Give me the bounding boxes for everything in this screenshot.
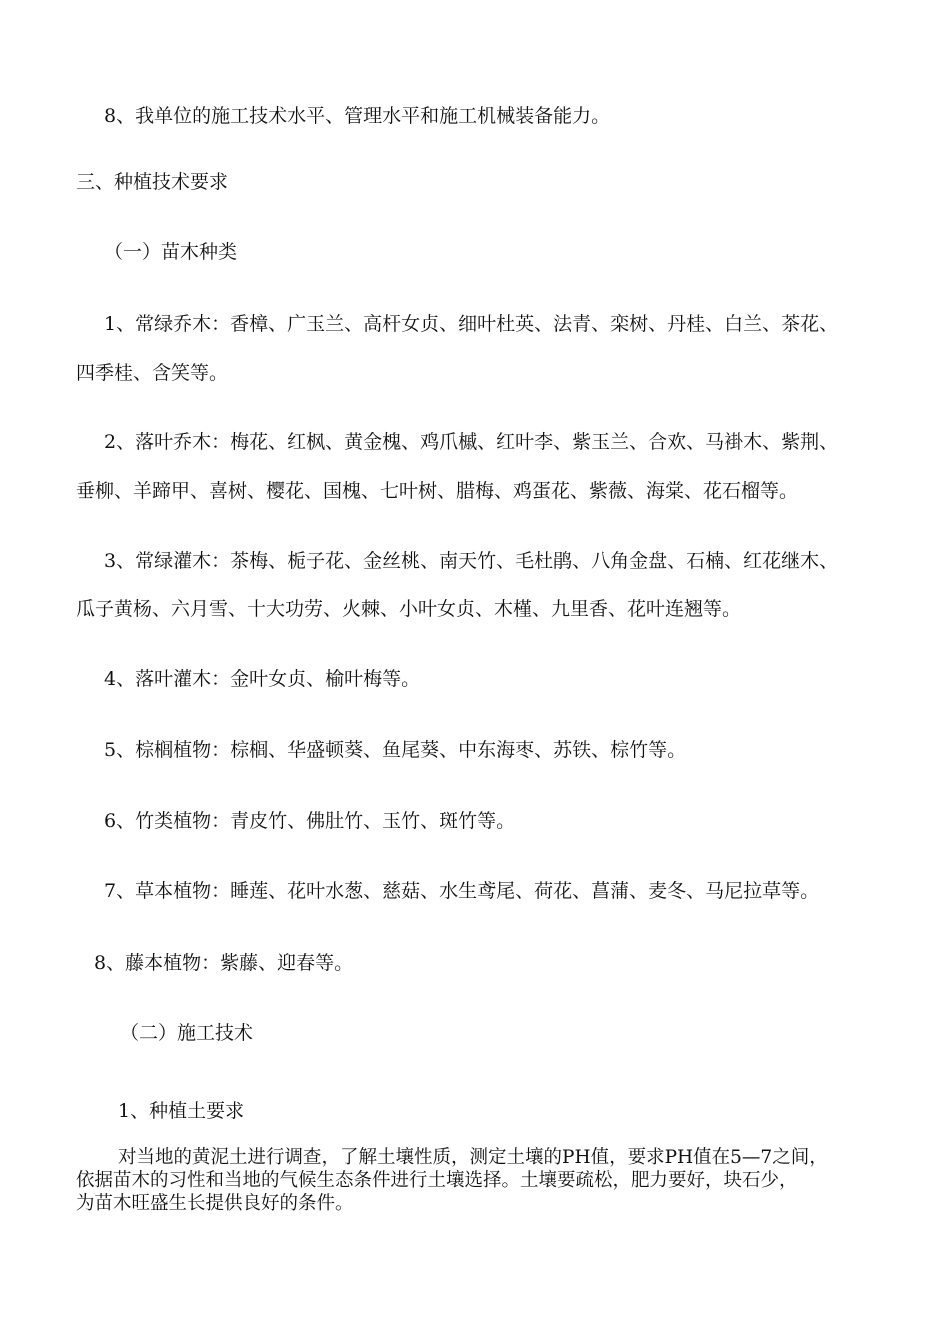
paragraph-soil-line3: 为苗木旺盛生长提供良好的条件。 xyxy=(76,1193,354,1214)
paragraph-soil-line1: 对当地的黄泥土进行调查，了解土壤性质，测定土壤的PH值，要求PH值在5—7之间， xyxy=(118,1147,828,1168)
paragraph-evergreen-shrubs-line1: 3、常绿灌木：茶梅、栀子花、金丝桃、南天竹、毛杜鹃、八角金盘、石楠、红花继木、 xyxy=(104,550,839,572)
heading-planting-soil-requirements: 1、种植土要求 xyxy=(118,1100,245,1122)
paragraph-deciduous-shrubs: 4、落叶灌木：金叶女贞、榆叶梅等。 xyxy=(104,668,421,690)
paragraph-soil-line2: 依据苗木的习性和当地的气候生态条件进行土壤选择。土壤要疏松，肥力要好，块石少， xyxy=(76,1170,798,1191)
paragraph-herbaceous-plants: 7、草本植物：睡莲、花叶水葱、慈菇、水生鸢尾、荷花、菖蒲、麦冬、马尼拉草等。 xyxy=(104,880,820,902)
paragraph-palm-plants: 5、棕榈植物：棕榈、华盛顿葵、鱼尾葵、中东海枣、苏铁、棕竹等。 xyxy=(104,739,687,761)
subsection-heading-seedling-types: （一）苗木种类 xyxy=(104,241,238,263)
paragraph-deciduous-trees-line2: 垂柳、羊蹄甲、喜树、樱花、国槐、七叶树、腊梅、鸡蛋花、紫薇、海棠、花石榴等。 xyxy=(76,480,799,502)
subsection-heading-construction-technique: （二）施工技术 xyxy=(120,1022,254,1044)
paragraph-deciduous-trees-line1: 2、落叶乔木：梅花、红枫、黄金槐、鸡爪槭、红叶李、紫玉兰、合欢、马褂木、紫荆、 xyxy=(104,431,839,453)
list-item-capability: 8、我单位的施工技术水平、管理水平和施工机械装备能力。 xyxy=(104,105,611,127)
section-heading-planting-requirements: 三、种植技术要求 xyxy=(76,171,229,193)
paragraph-bamboo-plants: 6、竹类植物：青皮竹、佛肚竹、玉竹、斑竹等。 xyxy=(104,810,516,832)
paragraph-evergreen-trees-line1: 1、常绿乔木：香樟、广玉兰、高杆女贞、细叶杜英、法青、栾树、丹桂、白兰、茶花、 xyxy=(104,313,839,335)
paragraph-evergreen-trees-line2: 四季桂、含笑等。 xyxy=(76,362,229,384)
paragraph-vine-plants: 8、藤本植物：紫藤、迎春等。 xyxy=(94,952,354,974)
paragraph-evergreen-shrubs-line2: 瓜子黄杨、六月雪、十大功劳、火棘、小叶女贞、木槿、九里香、花叶连翘等。 xyxy=(76,598,742,620)
